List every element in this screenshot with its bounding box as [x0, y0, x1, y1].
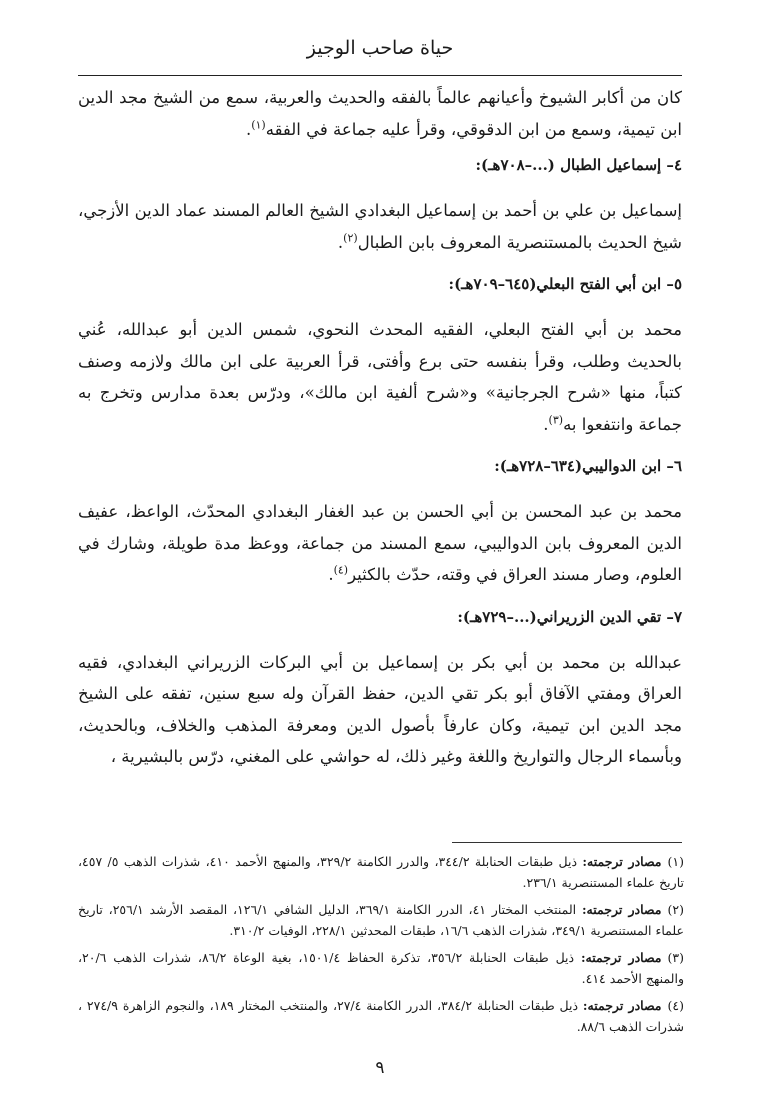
footnotes — [78, 852, 684, 1044]
footnote-text: ذيل طبقات الحنابلة ٣٨٤/٢، الدرر الكامنة ٢٧/٤، والمنتخب المختار ١٨٩، والنجوم الزاهرة ٢٧٤/٩ ، شذرات الذهب ٨٨/٦. — [78, 998, 684, 1034]
footnote-label: مصادر ترجمته: — [580, 950, 662, 965]
paragraph-text: محمد بن عبد المحسن بن أبي الحسن بن عبد الغفار البغدادي المحدّث، الواعظ، عفيف الدين المعروف بابن الدواليبي، سمع المسند من جماعة، ووعظ مدة طويلة، وشارك في العلوم، وصار مسند العراق في وقته، حدّث بالكثير — [78, 502, 682, 584]
biography-paragraph: محمد بن عبد المحسن بن أبي الحسن بن عبد الغفار البغدادي المحدّث، الواعظ، عفيف الدين المعروف بابن الدواليبي، سمع المسند من جماعة، ووعظ مدة طويلة، وشارك في العلوم، وصار مسند العراق في وقته، حدّث بالكثير$^{(٤)}$. — [78, 502, 682, 584]
footnote — [78, 948, 684, 989]
paragraph-text: محمد بن أبي الفتح البعلي، الفقيه المحدث النحوي، شمس الدين أبو عبدالله، عُني بالحديث وطلب، وقرأ بنفسه حتى برع وأفتى، قرأ العربية على ابن مالك ولازمه وصنف كتباً، منها «شرح الجرجانية» و«شرح ألفية ابن مالك»، ودرّس بعدة مدارس وتخرج به جماعة وانتفعوا به — [78, 320, 682, 434]
footnote-label: مصادر ترجمته: — [582, 854, 662, 869]
biography-paragraph: إسماعيل بن علي بن أحمد بن إسماعيل البغدادي الشيخ العالم المسند عماد الدين الأزجي، شيخ الحديث بالمستنصرية المعروف بابن الطبال$^{(٢)}$. — [78, 201, 682, 252]
entry-heading: ٤– إسماعيل الطبال (...–٧٠٨هـ): — [475, 156, 682, 174]
entry-heading: ٥– ابن أبي الفتح البعلي(٦٤٥–٧٠٩هـ): — [448, 275, 682, 293]
main-text — [78, 82, 682, 781]
footnote-ref[interactable]: (٢) — [343, 231, 358, 244]
footnote — [78, 996, 684, 1037]
biography-paragraph — [78, 647, 682, 773]
footnote-number: (٢) — [667, 902, 684, 917]
page-number: ٩ — [375, 1058, 385, 1078]
paragraph-text: عبدالله بن محمد بن أبي بكر بن إسماعيل بن أبي البركات الزريراني البغدادي، فقيه العراق ومفتي الآفاق أبو بكر تقي الدين، حفظ القرآن وله سبع سنين، تفقه على الشيخ مجد الدين ابن تيمية، وكان عارفاً بأصول الدين ومعرفة المذهب والخلاف، وبالحديث، وبأسماء الرجال والتواريخ واللغة وغير ذلك، له حواشي على المغني، درّس بالبشيرية ، — [78, 652, 682, 766]
footnote-text: المنتخب المختار ٤١، الدرر الكامنة ٣٦٩/١، الدليل الشافي ١٢٦/١، المقصد الأرشد ٢٥٦/١، تاريخ علماء المستنصرية ٣٤٩/١، شذرات الذهب ١٦/٦، طبقات المحدثين ٢٢٨/١، الوفيات ٣١٠/٢. — [78, 902, 684, 938]
paragraph-text: كان من أكابر الشيوخ وأعيانهم عالماً بالفقه والحديث والعربية، سمع من الشيخ مجد الدين ابن تيمية، وسمع من ابن الدقوقي، وقرأ عليه جماعة في الفقه — [78, 88, 682, 139]
running-header: حياة صاحب الوجيز — [306, 37, 454, 59]
paragraph-text: إسماعيل بن علي بن أحمد بن إسماعيل البغدادي الشيخ العالم المسند عماد الدين الأزجي، شيخ الحديث بالمستنصرية المعروف بابن الطبال — [78, 201, 682, 252]
footnote — [78, 900, 684, 941]
footnote-ref[interactable]: (١) — [251, 118, 266, 131]
footnote-rule — [452, 842, 682, 843]
entry-heading: ٧– تقي الدين الزريراني(...–٧٢٩هـ): — [457, 607, 682, 626]
footnote — [78, 852, 684, 893]
entry-heading: ٦– ابن الدواليبي(٦٣٤–٧٢٨هـ): — [494, 457, 682, 475]
footnote-text: ذيل طبقات الحنابلة ٣٤٤/٢، والدرر الكامنة ٣٢٩/٢، والمنهج الأحمد ٤١٠، شذرات الذهب ٥/ ٤٥٧، تاريخ علماء المستنصرية ٢٣٦/١. — [78, 854, 684, 890]
footnote-number: (٣) — [667, 950, 685, 965]
footnote-ref[interactable]: (٤) — [333, 563, 349, 577]
biography-paragraph: كان من أكابر الشيوخ وأعيانهم عالماً بالفقه والحديث والعربية، سمع من الشيخ مجد الدين ابن تيمية، وسمع من ابن الدقوقي، وقرأ عليه جماعة في الفقه$^{(١)}$. — [78, 88, 682, 139]
footnote-number: (٤) — [667, 998, 684, 1013]
footnote-number: (١) — [667, 854, 684, 869]
footnote-ref[interactable]: (٣) — [548, 413, 564, 426]
footnote-label: مصادر ترجمته: — [582, 998, 662, 1013]
header-rule — [78, 75, 682, 76]
footnote-label: مصادر ترجمته: — [581, 902, 662, 917]
footnote-text: ذيل طبقات الحنابلة ٣٥٦/٢، تذكرة الحفاظ ١٥٠١/٤، بغية الوعاة ٨٦/٢، شذرات الذهب ٢٠/٦، والمنهج الأحمد ٤١٤. — [78, 950, 684, 986]
biography-paragraph: محمد بن أبي الفتح البعلي، الفقيه المحدث النحوي، شمس الدين أبو عبدالله، عُني بالحديث وطلب، وقرأ بنفسه حتى برع وأفتى، قرأ العربية على ابن مالك ولازمه وصنف كتباً، منها «شرح الجرجانية» و«شرح ألفية ابن مالك»، ودرّس بعدة مدارس وتخرج به جماعة وانتفعوا به$^{(٣)}$. — [78, 320, 682, 434]
